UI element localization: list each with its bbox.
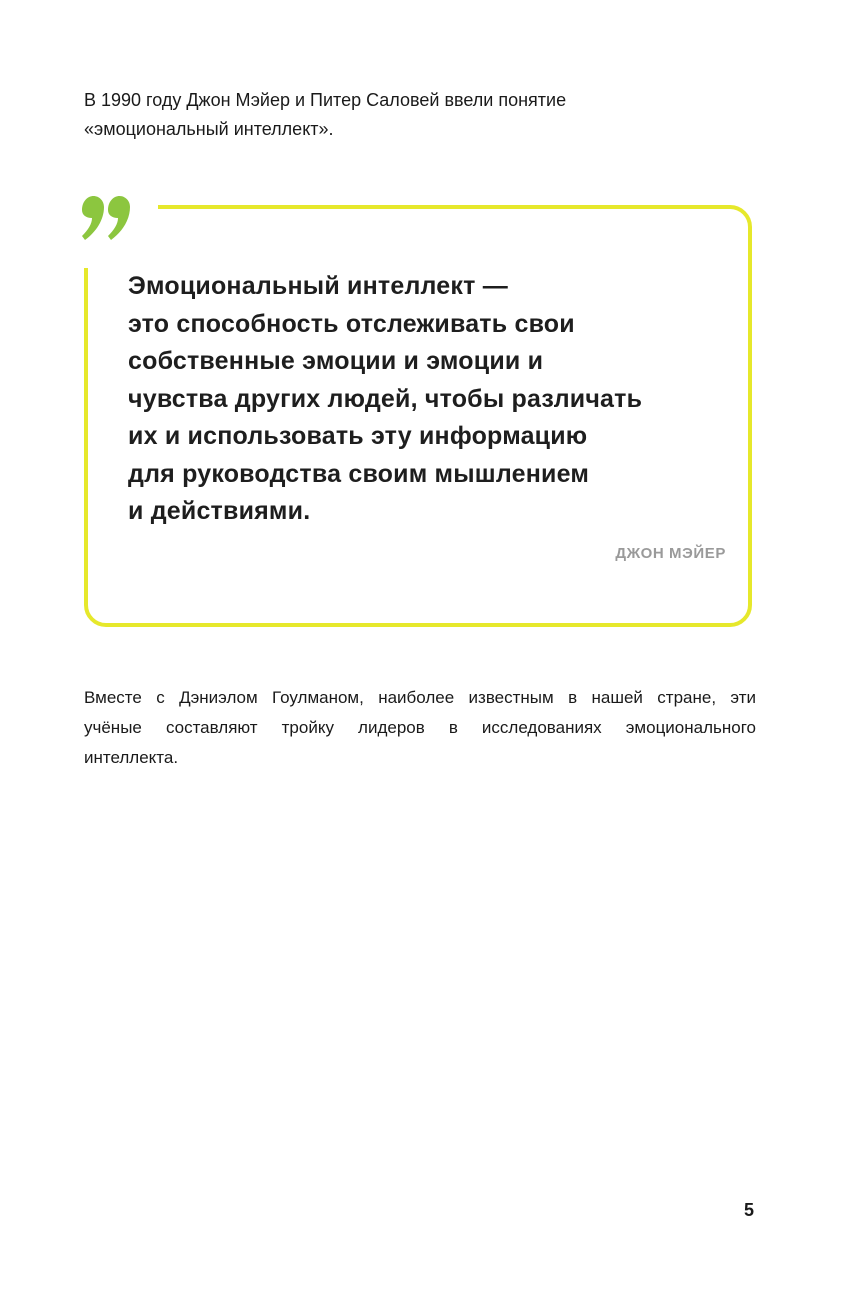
paragraph-line: Вместе с Дэниэлом Гоулманом, наиболее известным в нашей стране, эти [84, 688, 756, 707]
intro-line: «эмоциональный интеллект». [84, 119, 334, 139]
paragraph-line: учёные составляют тройку лидеров в исследованиях эмоционального [84, 718, 756, 737]
body-paragraph [84, 683, 756, 773]
quote-author: ДЖОН МЭЙЕР [615, 545, 726, 562]
quote-line: их и использовать эту информацию [128, 422, 588, 450]
page-number: 5 [744, 1200, 755, 1220]
quote-line: для руководства своим мышлением [128, 459, 590, 488]
quote-line: и действиями. [128, 497, 311, 525]
quote-line: Эмоциональный интеллект — [128, 272, 508, 300]
intro-paragraph [84, 86, 764, 144]
quote-line: это способность отслеживать свои [128, 309, 575, 338]
intro-line: В 1990 году Джон Мэйер и Питер Саловей ввели понятие [84, 90, 567, 110]
paragraph-line: интеллекта. [84, 748, 179, 767]
quotation-mark-icon [80, 196, 134, 244]
quote-line: чувства других людей, чтобы различать [128, 384, 643, 413]
quote-line: собственные эмоции и эмоции и [128, 347, 544, 375]
quote-text [128, 268, 728, 531]
